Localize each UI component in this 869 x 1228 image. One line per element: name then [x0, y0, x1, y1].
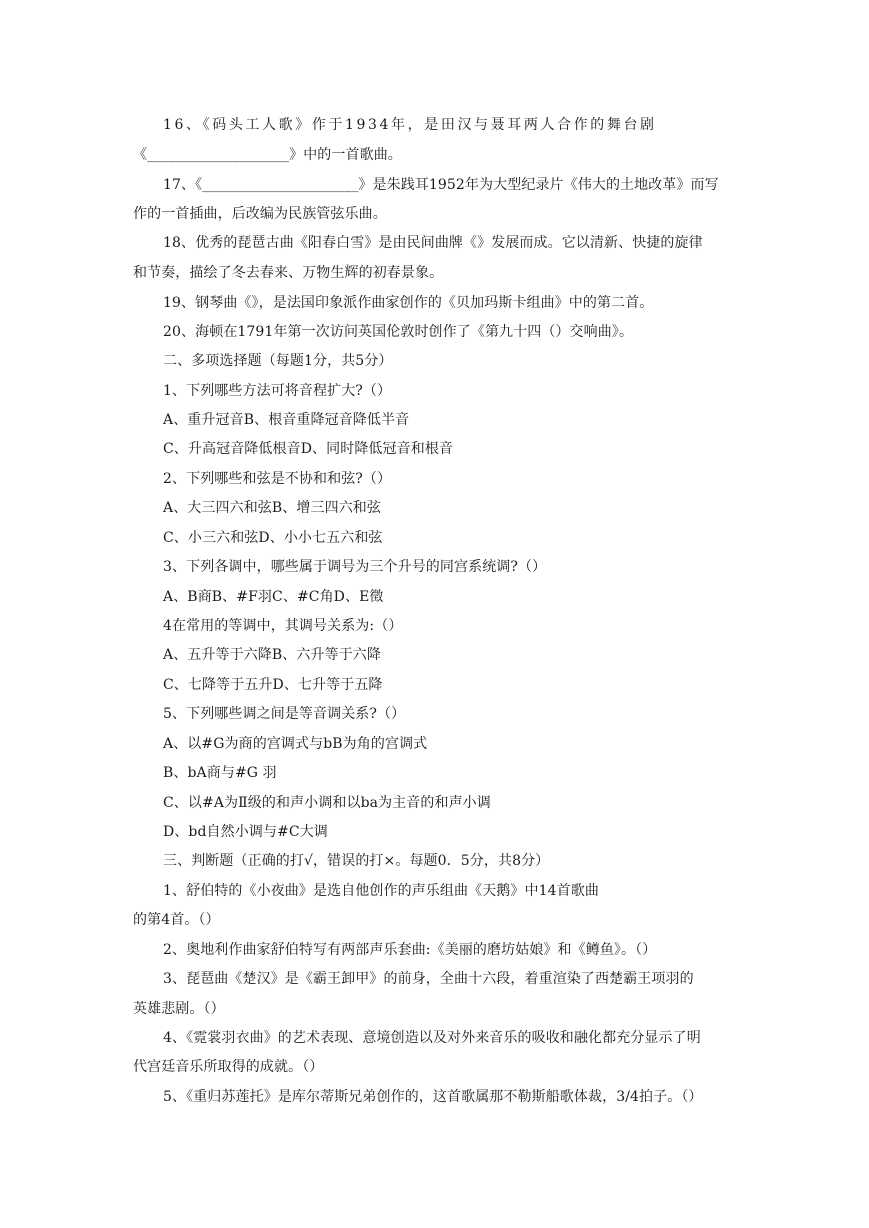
- question-16-line-1: 16、《码头工人歌》作于1934年，是田汉与聂耳两人合作的舞台剧: [163, 117, 657, 133]
- question-20: 20、海顿在1791年第一次访问英国伦敦时创作了《第九十四（）交响曲》。: [163, 324, 634, 340]
- judge-question-3-line-2: 英雄悲剧。（）: [133, 1001, 225, 1017]
- mc-question-4-options-ab: A、五升等于六降B、六升等于六降: [163, 647, 381, 663]
- question-16-line-2: 《____________________》中的一首歌曲。: [133, 147, 402, 163]
- mc-question-4: 4在常用的等调中，其调号关系为:（）: [163, 618, 403, 634]
- mc-question-5-option-d: D、bd自然小调与#C大调: [163, 824, 328, 840]
- judge-question-1-line-2: 的第4首。（）: [133, 912, 220, 928]
- question-18-line-1: 18、优秀的琵琶古曲《阳春白雪》是由民间曲牌《》发展而成。它以清新、快捷的旋律: [163, 235, 703, 251]
- mc-question-2-options-cd: C、小三六和弦D、小小七五六和弦: [163, 530, 383, 546]
- judge-question-4-line-1: 4、《霓裳羽衣曲》的艺术表现、意境创造以及对外来音乐的吸收和融化都充分显示了明: [163, 1030, 701, 1046]
- mc-question-2-options-ab: A、大三四六和弦B、增三四六和弦: [163, 500, 381, 516]
- section-2-heading: 二、多项选择题（每题1分，共5分）: [163, 353, 393, 369]
- mc-question-3: 3、下列各调中，哪些属于调号为三个升号的同宫系统调?（）: [163, 559, 547, 575]
- mc-question-1: 1、下列哪些方法可将音程扩大?（）: [163, 383, 392, 399]
- judge-question-1-line-1: 1、舒伯特的《小夜曲》是选自他创作的声乐组曲《天鹅》中14首歌曲: [163, 883, 599, 899]
- judge-question-4-line-2: 代宫廷音乐所取得的成就。（）: [133, 1059, 324, 1075]
- judge-question-3-line-1: 3、琵琶曲《楚汉》是《霸王卸甲》的前身，全曲十六段，着重渲染了西楚霸王项羽的: [163, 971, 694, 987]
- judge-question-2: 2、奥地利作曲家舒伯特写有两部声乐套曲:《美丽的磨坊姑娘》和《鳟鱼》。（）: [163, 942, 657, 958]
- mc-question-5-option-a: A、以#G为商的宫调式与bB为角的宫调式: [163, 736, 428, 752]
- mc-question-3-options: A、B商B、#F羽C、#C角D、E徵: [163, 589, 384, 605]
- judge-question-5: 5、《重归苏莲托》是库尔蒂斯兄弟创作的，这首歌属那不勒斯船歌体裁，3/4拍子。（）: [163, 1089, 703, 1105]
- question-17-line-2: 作的一首插曲，后改编为民族管弦乐曲。: [133, 206, 387, 222]
- mc-question-1-options-cd: C、升高冠音降低根音D、同时降低冠音和根音: [163, 441, 454, 457]
- question-18-line-2: 和节奏，描绘了冬去春来、万物生辉的初春景象。: [133, 265, 444, 281]
- mc-question-5: 5、下列哪些调之间是等音调关系?（）: [163, 706, 406, 722]
- question-17-line-1: 17、《______________________》是朱践耳1952年为大型纪录片《伟大的土地改革》而写: [163, 177, 719, 193]
- mc-question-5-option-c: C、以#A为Ⅱ级的和声小调和以ba为主音的和声小调: [163, 795, 491, 811]
- mc-question-2: 2、下列哪些和弦是不协和和弦?（）: [163, 471, 392, 487]
- mc-question-1-options-ab: A、重升冠音B、根音重降冠音降低半音: [163, 412, 410, 428]
- mc-question-4-options-cd: C、七降等于五升D、七升等于五降: [163, 677, 383, 693]
- mc-question-5-option-b: B、bA商与#G 羽: [163, 765, 277, 781]
- question-19: 19、钢琴曲《》，是法国印象派作曲家创作的《贝加玛斯卡组曲》中的第二首。: [163, 295, 654, 311]
- section-3-heading: 三、判断题（正确的打√，错误的打×。每题0．5分，共8分）: [163, 853, 550, 869]
